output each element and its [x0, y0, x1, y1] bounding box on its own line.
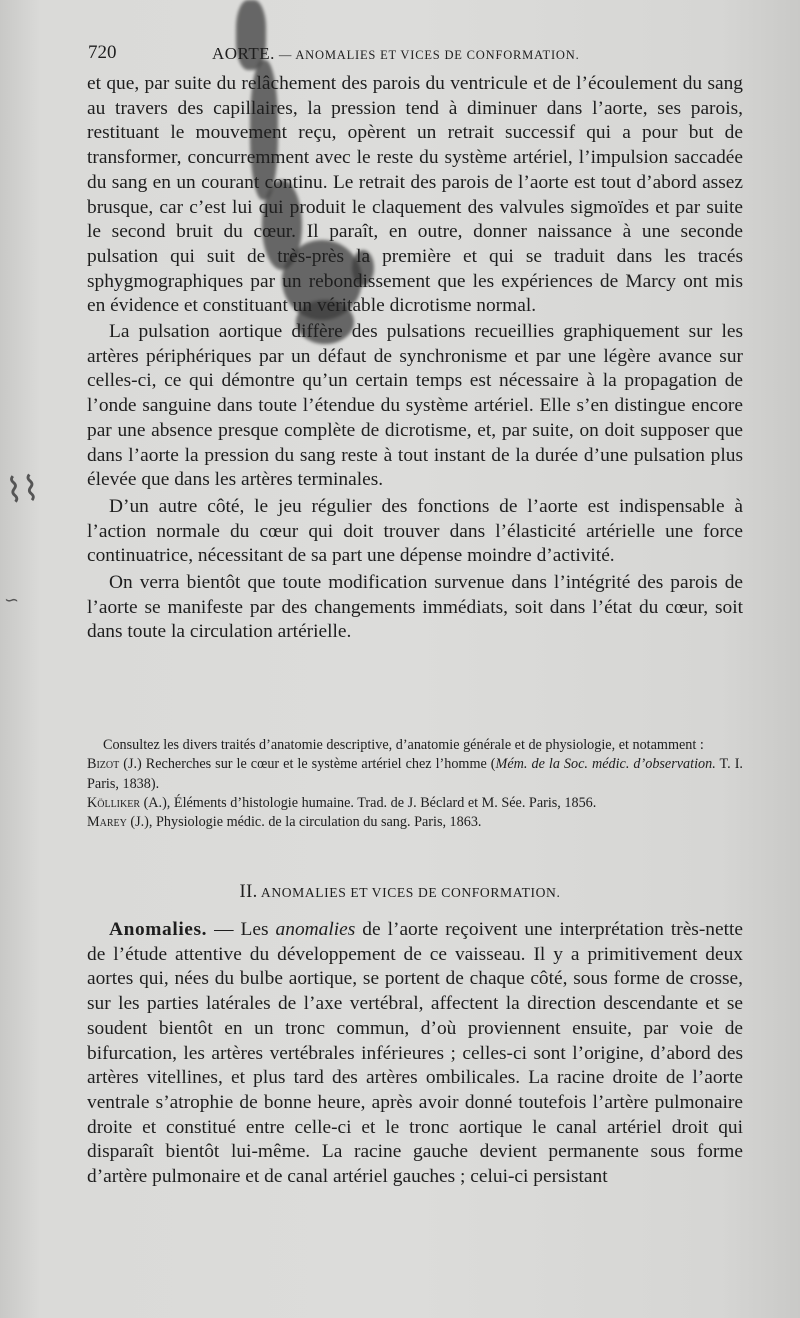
ref-initial: (J.), [126, 814, 157, 831]
section-numeral: II. [239, 882, 258, 902]
references [87, 736, 743, 832]
section-title: ANOMALIES ET VICES DE CONFORMATION. [257, 885, 561, 900]
running-title [212, 44, 580, 64]
paragraph [87, 918, 743, 1190]
ref-initial: (A.), [140, 794, 174, 811]
paragraph: On verra bientôt que toute modification survenue dans l’intégrité des parois de l’aorte se manifeste par des changements immédiats, soit dans l’état du cœur, soit dans toute la circulation artérielle. [87, 572, 743, 643]
paragraph: et que, par suite du relâchement des parois du ventricule et de l’écoulement du sang au travers des capillaires, la pression tend à diminuer dans l’aorte, ses parois, restituant le mouvement reçu, opèrent un retrait successif qui a pour but de transformer, concurremment avec le reste du système artériel, l’impulsion saccadée du sang en un courant continu. Le retrait des parois de l’aorte est tout d’abord assez brusque, car c’est lui qui produit le claquement des valvules sigmoïdes et par suite le second bruit du cœur. Il paraît, en outre, donner naissance à une seconde pulsation qui suit de très-près la première et qui se traduit dans les tracés sphygmographiques par un rebondissement que les expériences de Marcy ont mis en évidence et constituant un véritable dicrotisme normal. [87, 73, 743, 317]
body-text [87, 72, 743, 645]
ref-text: Éléments d’histologie humaine. Trad. de J. Béclard et M. Sée. Paris, 1856. [173, 794, 597, 811]
running-header [88, 40, 748, 68]
ref-tail: T. I. Paris, 1838). [87, 756, 743, 792]
ref-text: Physiologie médic. de la circulation du sang. Paris, 1863. [156, 814, 482, 831]
page-number: 720 [88, 42, 117, 63]
running-title-sub: — ANOMALIES ET VICES DE CONFORMATION. [274, 48, 580, 62]
margin-tilde-mark: ∽ [4, 590, 20, 611]
paragraph-italic: anomalies [275, 919, 356, 940]
paragraph: D’un autre côté, le jeu régulier des fonctions de l’aorte est indispensable à l’action normale du cœur qui doit trouver dans l’élasticité artérielle une force continuatrice, nécessitant de sa part une dépense moindre d’activité. [87, 495, 743, 567]
ref-italic: Mém. de la Soc. médic. d’observation. [495, 756, 716, 773]
paragraph: La pulsation aortique diffère des pulsations recueillies graphiquement sur les artères périphériques par un défaut de synchronisme et par une légère avance sur celles-ci, ce qui démontre qu’un certain temps est nécessaire à la propagation de l’onde sanguine dans toute l’étendue du système artériel. Elle s’en distingue encore par une absence presque complète de dicrotisme, et, par suite, on doit supposer que dans l’aorte la pression du sang reste à tout instant de la durée d’une pulsation plus élevée que dans les artères terminales. [87, 321, 743, 491]
ref-author: Bizot [87, 756, 120, 773]
references-intro: Consultez les divers traités d’anatomie descriptive, d’anatomie générale et de physiologie, et notamment : [103, 737, 704, 753]
margin-pencil-mark: ⌇⌇ [4, 468, 42, 512]
paragraph-text: — Les [207, 919, 276, 940]
paragraph-text: de l’aorte reçoivent une interprétation très-nette de l’étude attentive du développement de ce vaisseau. Il y a primitivement deux aortes qui, nées du bulbe aortique, se portent de chaque côté, sous forme de crosse, sur les parties latérales de l’axe vertébral, affectent la direction descendante et se soudent bientôt en un tronc commun, d’où proviennent ensuite, par voie de bifurcation, les artères vertébrales inférieures ; celles-ci sont l’origine, d’abord des artères vitellines, et plus tard des artères ombilicales. La racine droite de l’aorte ventrale s’atrophie de bonne heure, après avoir donné toutefois l’artère pulmonaire droite et constitué entre celle-ci et le tronc aortique le canal artériel droit qui disparaît bientôt lui-même. La racine gauche devient permanente sous forme d’artère pulmonaire et de canal artériel gauches ; celui-ci persistant [87, 919, 743, 1188]
reference-entry [87, 755, 743, 794]
section-heading [0, 882, 800, 903]
reference-entry [87, 813, 743, 832]
run-in-heading: Anomalies. [109, 919, 208, 940]
running-title-main: AORTE. [212, 44, 275, 63]
ref-initial: (J.) [119, 756, 146, 773]
reference-entry [87, 794, 743, 813]
section-body [87, 918, 743, 1190]
ref-text: Recherches sur le cœur et le système artériel chez l’homme ( [145, 756, 496, 773]
ref-author: Marey [87, 814, 127, 831]
ref-author: Kölliker [87, 794, 141, 811]
